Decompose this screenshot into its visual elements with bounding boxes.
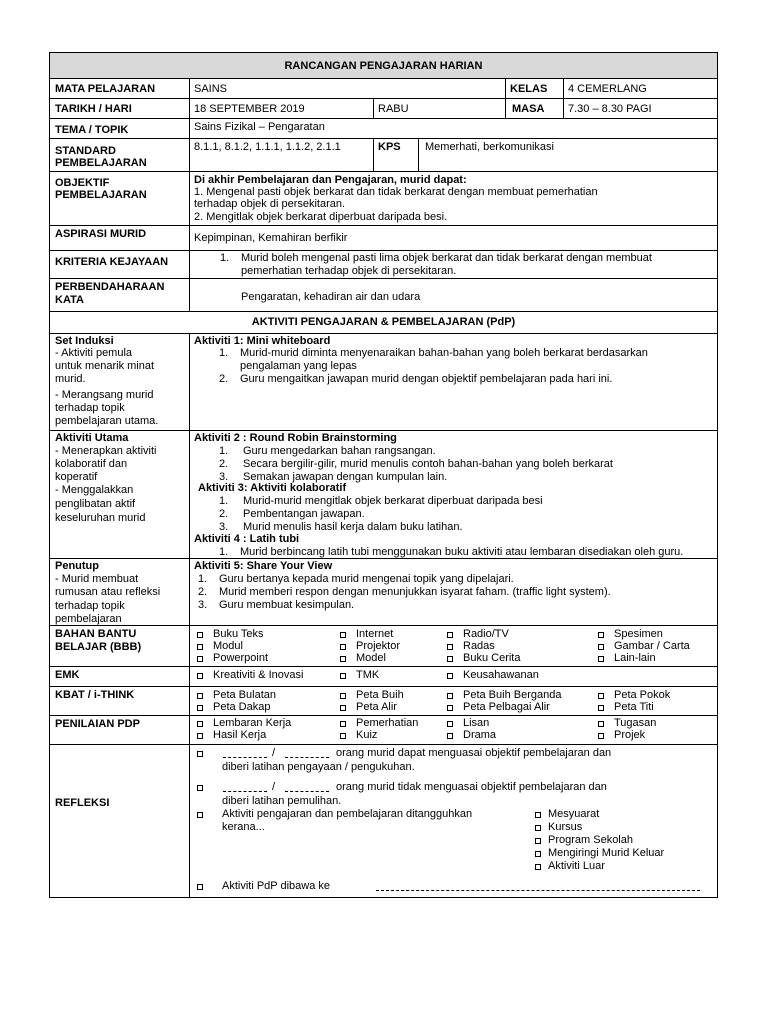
induction-note: terhadap topik (55, 402, 125, 414)
assessment-label: PENILAIAN PDP (55, 718, 140, 730)
closure-note: rumusan atau refleksi (55, 586, 161, 598)
checkbox[interactable] (535, 812, 541, 818)
kps-value: Memerhati, berkomunikasi (425, 141, 554, 153)
activity-4-title: Aktiviti 4 : Latih tubi (194, 533, 300, 545)
assessment-option: Lisan (463, 717, 490, 729)
bbb-option: Powerpoint (213, 652, 269, 664)
day-value: RABU (378, 103, 409, 115)
checkbox[interactable] (340, 705, 346, 711)
subject-value: SAINS (194, 83, 228, 95)
slash: / (272, 781, 276, 793)
induction-note: - Aktiviti pemula (55, 347, 133, 359)
activity-2-num: 1. (219, 445, 229, 457)
checkbox[interactable] (535, 851, 541, 857)
standard-label-2: PEMBELAJARAN (55, 157, 147, 169)
bbb-label: BAHAN BANTU (55, 628, 137, 640)
activity-section-title: AKTIVITI PENGAJARAN & PEMBELAJARAN (PdP) (251, 316, 516, 328)
checkbox[interactable] (197, 785, 203, 791)
bbb-label-2: BELAJAR (BBB) (55, 641, 142, 653)
vocabulary-label-2: KATA (55, 294, 84, 306)
checkbox[interactable] (340, 693, 346, 699)
checkbox[interactable] (447, 705, 453, 711)
activity-5-item: Murid memberi respon dengan menunjukkan isyarat faham. (traffic light system). (219, 586, 611, 598)
blank-field[interactable] (285, 791, 329, 792)
checkbox[interactable] (598, 721, 604, 727)
vocabulary-label: PERBENDAHARAAN (55, 281, 165, 293)
checkbox[interactable] (197, 673, 203, 679)
activity-5-item: Guru membuat kesimpulan. (219, 599, 355, 611)
kbat-option: Peta Buih (356, 689, 404, 701)
criteria-label: KRITERIA KEJAYAAN (55, 256, 169, 268)
emk-label: EMK (55, 669, 80, 681)
checkbox[interactable] (598, 632, 604, 638)
checkbox[interactable] (598, 656, 604, 662)
assessment-option: Pemerhatian (356, 717, 419, 729)
criteria-line-b: pemerhatian terhadap objek di persekitaran. (241, 265, 457, 277)
postpone-reason: Mengiringi Murid Keluar (548, 847, 665, 859)
induction-note: murid. (55, 373, 86, 385)
checkbox[interactable] (535, 838, 541, 844)
reflection-line: diberi latihan pengayaan / pengukuhan. (222, 761, 415, 773)
activity-1-item: pengalaman yang lepas (240, 360, 357, 372)
date-label: TARIKH / HARI (55, 103, 132, 115)
activity-5-num: 2. (198, 586, 208, 598)
checkbox[interactable] (340, 632, 346, 638)
closure-note: - Murid membuat (55, 573, 139, 585)
assessment-option: Drama (463, 729, 497, 741)
induction-title: Set Induksi (55, 335, 114, 347)
blank-field[interactable] (223, 757, 267, 758)
checkbox[interactable] (598, 644, 604, 650)
reflection-line: orang murid dapat menguasai objektif pembelajaran dan (336, 747, 612, 759)
objective-2: 2. Mengitlak objek berkarat diperbuat daripada besi. (194, 211, 448, 223)
induction-note: pembelajaran utama. (55, 415, 159, 427)
objective-1b: terhadap objek di persekitaran. (194, 198, 346, 210)
checkbox[interactable] (197, 632, 203, 638)
reflection-line: Aktiviti pengajaran dan pembelajaran ditangguhkan (222, 808, 473, 820)
reflection-line: kerana... (222, 821, 265, 833)
time-value: 7.30 – 8.30 PAGI (568, 103, 652, 115)
bbb-option: Internet (356, 628, 394, 640)
checkbox[interactable] (535, 825, 541, 831)
checkbox[interactable] (197, 721, 203, 727)
bbb-option: Buku Cerita (463, 652, 521, 664)
reflection-line: orang murid tidak menguasai objektif pembelajaran dan (336, 781, 607, 793)
kbat-option: Peta Bulatan (213, 689, 276, 701)
checkbox[interactable] (197, 884, 203, 890)
checkbox[interactable] (447, 733, 453, 739)
checkbox[interactable] (340, 644, 346, 650)
postpone-reason: Kursus (548, 821, 583, 833)
activity-2-title: Aktiviti 2 : Round Robin Brainstorming (194, 432, 397, 444)
induction-note: - Merangsang murid (55, 389, 154, 401)
checkbox[interactable] (197, 751, 203, 757)
assessment-option: Lembaran Kerja (213, 717, 292, 729)
checkbox[interactable] (340, 733, 346, 739)
main-activity-note: keseluruhan murid (55, 512, 146, 524)
assessment-option: Tugasan (614, 717, 657, 729)
bbb-option: Spesimen (614, 628, 663, 640)
emk-option: Kreativiti & Inovasi (213, 669, 304, 681)
emk-option: TMK (356, 669, 380, 681)
main-activity-title: Aktiviti Utama (55, 432, 129, 444)
activity-5-num: 1. (198, 573, 208, 585)
checkbox[interactable] (535, 864, 541, 870)
class-label: KELAS (510, 83, 548, 95)
checkbox[interactable] (197, 644, 203, 650)
main-activity-note: koperatif (55, 471, 98, 483)
checkbox[interactable] (340, 721, 346, 727)
kbat-label: KBAT / i-THINK (55, 689, 135, 701)
standard-value: 8.1.1, 8.1.2, 1.1.1, 1.1.2, 2.1.1 (194, 141, 341, 153)
checkbox[interactable] (447, 644, 453, 650)
postpone-reason: Program Sekolah (548, 834, 633, 846)
slash: / (272, 747, 276, 759)
kbat-option: Peta Titi (614, 701, 654, 713)
class-value: 4 CEMERLANG (568, 83, 647, 95)
activity-2-num: 2. (219, 458, 229, 470)
activity-5-item: Guru bertanya kepada murid mengenai topik yang dipelajari. (219, 573, 514, 585)
main-activity-note: kolaboratif dan (55, 458, 128, 470)
assessment-option: Kuiz (356, 729, 378, 741)
assessment-option: Hasil Kerja (213, 729, 267, 741)
kbat-option: Peta Pokok (614, 689, 671, 701)
aspiration-value: Kepimpinan, Kemahiran berfikir (194, 232, 348, 244)
activity-2-item: Secara bergilir-gilir, murid menulis contoh bahan-bahan yang boleh berkarat (243, 458, 613, 470)
bbb-option: Model (356, 652, 386, 664)
closure-title: Penutup (55, 560, 99, 572)
objective-label: OBJEKTIF (55, 177, 110, 189)
checkbox[interactable] (447, 656, 453, 662)
induction-note: untuk menarik minat (55, 360, 155, 372)
blank-field[interactable] (285, 757, 329, 758)
closure-note: terhadap topik (55, 600, 125, 612)
checkbox[interactable] (598, 733, 604, 739)
checkbox[interactable] (197, 705, 203, 711)
bbb-option: Lain-lain (614, 652, 656, 664)
objective-label-2: PEMBELAJARAN (55, 189, 147, 201)
reflection-label: REFLEKSI (55, 797, 110, 809)
checkbox[interactable] (447, 721, 453, 727)
main-activity-note: - Menggalakkan (55, 484, 134, 496)
criteria-line-a: Murid boleh mengenal pasti lima objek berkarat dan tidak berkarat dengan membuat (241, 252, 652, 264)
activity-2-item: Semakan jawapan dengan kumpulan lain. (243, 471, 448, 483)
bbb-option: Buku Teks (213, 628, 264, 640)
blank-field[interactable] (223, 791, 267, 792)
kbat-option: Peta Pelbagai Alir (463, 701, 550, 713)
objective-intro: Di akhir Pembelajaran dan Pengajaran, murid dapat: (194, 174, 467, 186)
page-title: RANCANGAN PENGAJARAN HARIAN (284, 60, 483, 72)
criteria-number: 1. (220, 252, 230, 264)
checkbox[interactable] (598, 705, 604, 711)
activity-3-item: Pembentangan jawapan. (243, 508, 365, 520)
reflection-line: Aktiviti PdP dibawa ke (222, 880, 331, 892)
bbb-option: Projektor (356, 640, 401, 652)
subject-label: MATA PELAJARAN (55, 83, 156, 95)
checkbox[interactable] (197, 733, 203, 739)
activity-3-num: 1. (219, 495, 229, 507)
activity-5-title: Aktiviti 5: Share Your View (194, 560, 333, 572)
time-label: MASA (512, 103, 545, 115)
main-activity-note: penglibatan aktif (55, 498, 136, 510)
blank-field[interactable] (376, 890, 700, 891)
emk-option: Keusahawanan (463, 669, 539, 681)
theme-value: Sains Fizikal – Pengaratan (194, 121, 325, 133)
activity-1-item: Murid-murid diminta menyenaraikan bahan-bahan yang boleh berkarat berdasarkan (240, 347, 648, 359)
checkbox[interactable] (447, 632, 453, 638)
aspiration-label: ASPIRASI MURID (55, 228, 147, 240)
theme-label: TEMA / TOPIK (55, 124, 129, 136)
checkbox[interactable] (197, 656, 203, 662)
bbb-option: Radio/TV (463, 628, 509, 640)
standard-label: STANDARD (55, 145, 116, 157)
checkbox[interactable] (598, 693, 604, 699)
checkbox[interactable] (447, 673, 453, 679)
activity-2-num: 3. (219, 471, 229, 483)
kps-label: KPS (378, 141, 401, 153)
activity-3-num: 3. (219, 521, 229, 533)
activity-1-item: Guru mengaitkan jawapan murid dengan objektif pembelajaran pada hari ini. (240, 373, 613, 385)
vocabulary-value: Pengaratan, kehadiran air dan udara (241, 291, 421, 303)
closure-note: pembelajaran (55, 613, 122, 625)
reflection-line: diberi latihan pemulihan. (222, 795, 342, 807)
activity-4-item: Murid berbincang latih tubi menggunakan buku aktiviti atau lembaran disediakan oleh guru. (240, 546, 684, 558)
activity-1-num: 2. (219, 373, 229, 385)
checkbox[interactable] (447, 693, 453, 699)
activity-1-title: Aktiviti 1: Mini whiteboard (194, 335, 331, 347)
activity-1-num: 1. (219, 347, 229, 359)
postpone-reason: Mesyuarat (548, 808, 600, 820)
kbat-option: Peta Alir (356, 701, 397, 713)
bbb-option: Gambar / Carta (614, 640, 690, 652)
activity-3-item: Murid menulis hasil kerja dalam buku latihan. (243, 521, 463, 533)
kbat-option: Peta Dakap (213, 701, 271, 713)
activity-2-item: Guru mengedarkan bahan rangsangan. (243, 445, 436, 457)
postpone-reason: Aktiviti Luar (548, 860, 605, 872)
checkbox[interactable] (197, 693, 203, 699)
activity-5-num: 3. (198, 599, 208, 611)
activity-3-item: Murid-murid mengitlak objek berkarat diperbuat daripada besi (243, 495, 543, 507)
checkbox[interactable] (340, 656, 346, 662)
checkbox[interactable] (340, 673, 346, 679)
activity-3-num: 2. (219, 508, 229, 520)
objective-1a: 1. Mengenal pasti objek berkarat dan tidak berkarat dengan membuat pemerhatian (194, 186, 598, 198)
kbat-option: Peta Buih Berganda (463, 689, 562, 701)
activity-3-title: Aktiviti 3: Aktiviti kolaboratif (198, 482, 347, 494)
bbb-option: Modul (213, 640, 243, 652)
bbb-option: Radas (463, 640, 495, 652)
assessment-option: Projek (614, 729, 646, 741)
checkbox[interactable] (197, 812, 203, 818)
main-activity-note: - Menerapkan aktiviti (55, 445, 157, 457)
date-value: 18 SEPTEMBER 2019 (194, 103, 305, 115)
activity-4-num: 1. (219, 546, 229, 558)
